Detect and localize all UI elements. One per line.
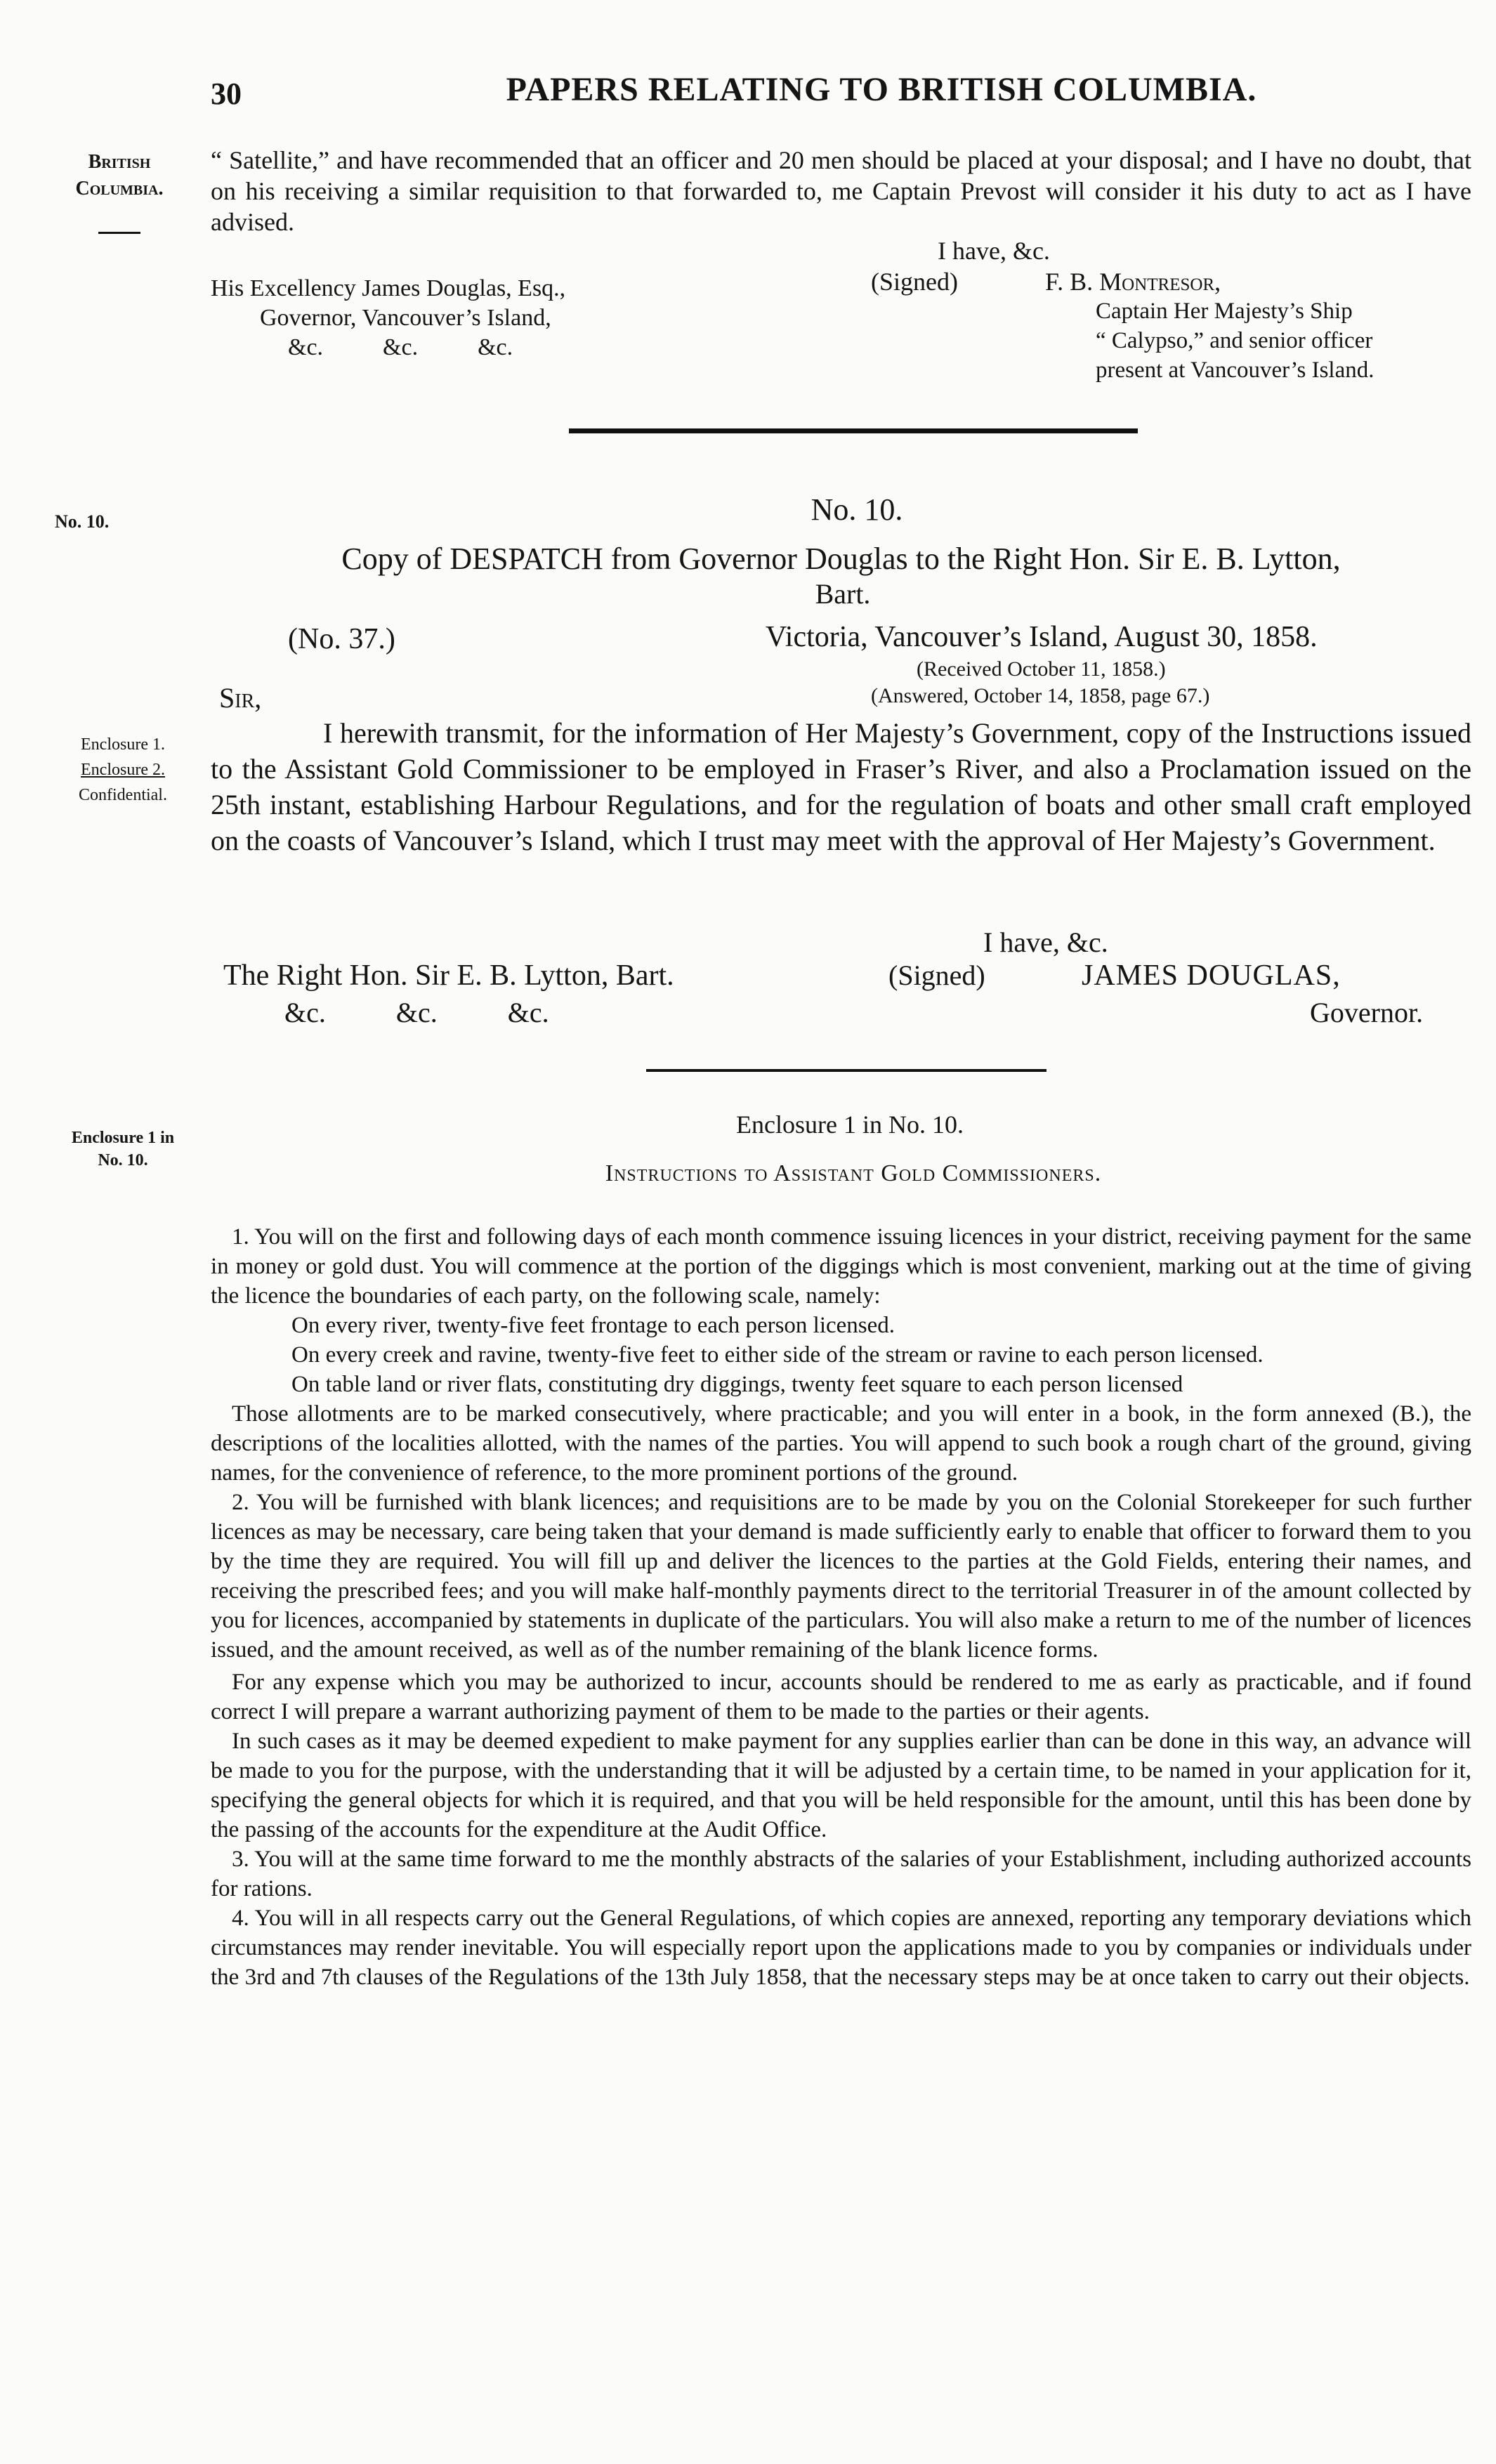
addressee-line: Governor, Vancouver’s Island, — [260, 305, 551, 331]
prev-letter-addressee — [211, 274, 565, 362]
margin-enclosure-item: Enclosure 1. — [81, 735, 165, 754]
margin-enclosure-item: Confidential. — [79, 786, 167, 804]
despatch-closing: I have, &c. — [983, 926, 1108, 958]
margin-note-line: Columbia. — [75, 178, 164, 199]
margin-note-line: Enclosure 1 in — [71, 1129, 175, 1147]
scale-item: On table land or river flats, constituting dry diggings, twenty feet square to each person licensed — [291, 1372, 1183, 1397]
running-title: PAPERS RELATING TO BRITISH COLUMBIA. — [506, 71, 1257, 108]
margin-no10: No. 10. — [55, 511, 110, 532]
paragraph-4: 4. You will in all respects carry out the General Regulations, of which copies are annexed, reporting any temporary deviations which circumstances may render inevitable. You will especially report upon the applications made to you by companies or individuals under the 3rd and 7th clauses of the Regulations of the 13th July 1858, that the necessary steps may be at once taken to carry out their objects. — [211, 1906, 1471, 1990]
prev-letter-signer-title — [1096, 296, 1374, 385]
paragraph-1: 1. You will on the first and following days of each month commence issuing licences in your district, receiving payment for the same in money or gold dust. You will commence at the portion of the diggings which is most convenient, marking out at the time of giving the licence the boundaries of each party, on the following scale, namely: — [211, 1224, 1471, 1309]
despatch-answered: (Answered, October 14, 1858, page 67.) — [871, 684, 1210, 707]
signer-title-line: present at Vancouver’s Island. — [1096, 358, 1374, 383]
enclosure-heading: Enclosure 1 in No. 10. — [736, 1110, 964, 1139]
paragraph-2b: For any expense which you may be authorized to incur, accounts should be rendered to me as early as practicable, and if found correct I will prepare a warrant authorizing payment of them to be made to the parties or their agents. — [211, 1670, 1471, 1724]
despatch-salutation: Sir, — [219, 682, 262, 714]
despatch-signed: (Signed) — [888, 959, 985, 991]
section-rule — [646, 1069, 1046, 1072]
margin-enclosure-item: Enclosure 2. — [81, 761, 165, 779]
despatch-title: Copy of DESPATCH from Governor Douglas to the Right Hon. Sir E. B. Lytton, — [341, 542, 1341, 576]
paragraph-1b: Those allotments are to be marked consecutively, where practicable; and you will enter in a book, in the form annexed (B.), the descriptions of the localities allotted, with the names of the parties. You will append to such book a rough chart of the ground, giving names, for the convenience of reference, to the more prominent portions of the ground. — [211, 1401, 1471, 1486]
paragraph-2: 2. You will be furnished with blank licences; and requisitions are to be made by you on the Colonial Storekeeper for such further licences as may be necessary, care being taken that your demand is made sufficiently early to enable that officer to forward them to you by the time they are required. You will fill up and deliver the licences to the parties at the Gold Fields, entering their names, and receiving the prescribed fees; and you will make half-monthly payments direct to the territorial Treasurer in of the amount collected by you for licences, accompanied by statements in duplicate of the particulars. You will also make a return to me of the number of licences issued, and the amount received, as well as of the number remaining of the blank licence forms. — [211, 1490, 1471, 1663]
signer-title-line: “ Calypso,” and senior officer — [1096, 328, 1373, 353]
margin-enclosure1-note — [49, 1127, 197, 1172]
enclosure-text — [211, 1222, 1471, 1992]
scale-item: On every river, twenty-five feet frontage to each person licensed. — [291, 1313, 895, 1338]
signer-title-line: Captain Her Majesty’s Ship — [1096, 299, 1353, 324]
prev-letter-signed: (Signed) — [871, 268, 958, 296]
despatch-title-bart: Bart. — [815, 578, 871, 610]
margin-note-line: No. 10. — [98, 1151, 148, 1169]
despatch-addressee-etc: &c. &c. &c. — [284, 997, 549, 1028]
prev-letter-body: “ Satellite,” and have recommended that an officer and 20 men should be placed at your disposal; and I have no doubt, that on his receiving a similar requisition to that forwarded to, me Captain Prevost will consider it his duty to act as I have advised. — [211, 146, 1471, 236]
despatch-signer: JAMES DOUGLAS, — [1082, 959, 1341, 992]
scale-list — [211, 1311, 1471, 1399]
despatch-body: I herewith transmit, for the information of Her Majesty’s Government, copy of the Instructions issued to the Assistant Gold Commissioner to be employed in Fraser’s River, and also a Proclamation issued on the 25th instant, establishing Harbour Regulations, and for the regulation of boats and other small craft employed on the coasts of Vancouver’s Island, which I trust may meet with the approval of Her Majesty’s Government. — [211, 717, 1471, 856]
margin-note-british-columbia — [49, 149, 190, 202]
despatch-ref: (No. 37.) — [288, 623, 395, 655]
paragraph-3: 3. You will at the same time forward to me the monthly abstracts of the salaries of your Establishment, including authorized accounts for rations. — [211, 1847, 1471, 1901]
despatch-place-date: Victoria, Vancouver’s Island, August 30, 1858. — [766, 621, 1318, 653]
addressee-line: &c. &c. &c. — [288, 334, 513, 360]
page-number: 30 — [211, 77, 242, 111]
prev-letter-closing: I have, &c. — [938, 237, 1050, 265]
addressee-line: His Excellency James Douglas, Esq., — [211, 275, 566, 301]
margin-enclosures — [49, 732, 197, 808]
enclosure-title: Instructions to Assistant Gold Commissioners. — [605, 1160, 1102, 1186]
paragraph-2c: In such cases as it may be deemed expedient to make payment for any supplies earlier than can be done in this way, an advance will be made to you for the purpose, with the understanding that it will be adjusted by a certain time, to be named in your application for it, specifying the general objects for which it is required, and that you will be held responsible for the amount, until this has been done by the passing of the accounts for the expenditure at the Audit Office. — [211, 1729, 1471, 1842]
scale-item: On every creek and ravine, twenty-five feet to either side of the stream or ravine to each person licensed. — [291, 1342, 1264, 1368]
despatch-signer-title: Governor. — [1310, 997, 1424, 1028]
despatch-number: No. 10. — [811, 492, 903, 527]
despatch-received: (Received October 11, 1858.) — [917, 657, 1166, 681]
despatch-addressee: The Right Hon. Sir E. B. Lytton, Bart. — [223, 959, 674, 992]
margin-dash — [98, 232, 140, 234]
margin-note-line: British — [88, 151, 151, 173]
section-rule — [569, 428, 1138, 433]
prev-letter-signer: F. B. Montresor, — [1045, 268, 1221, 296]
